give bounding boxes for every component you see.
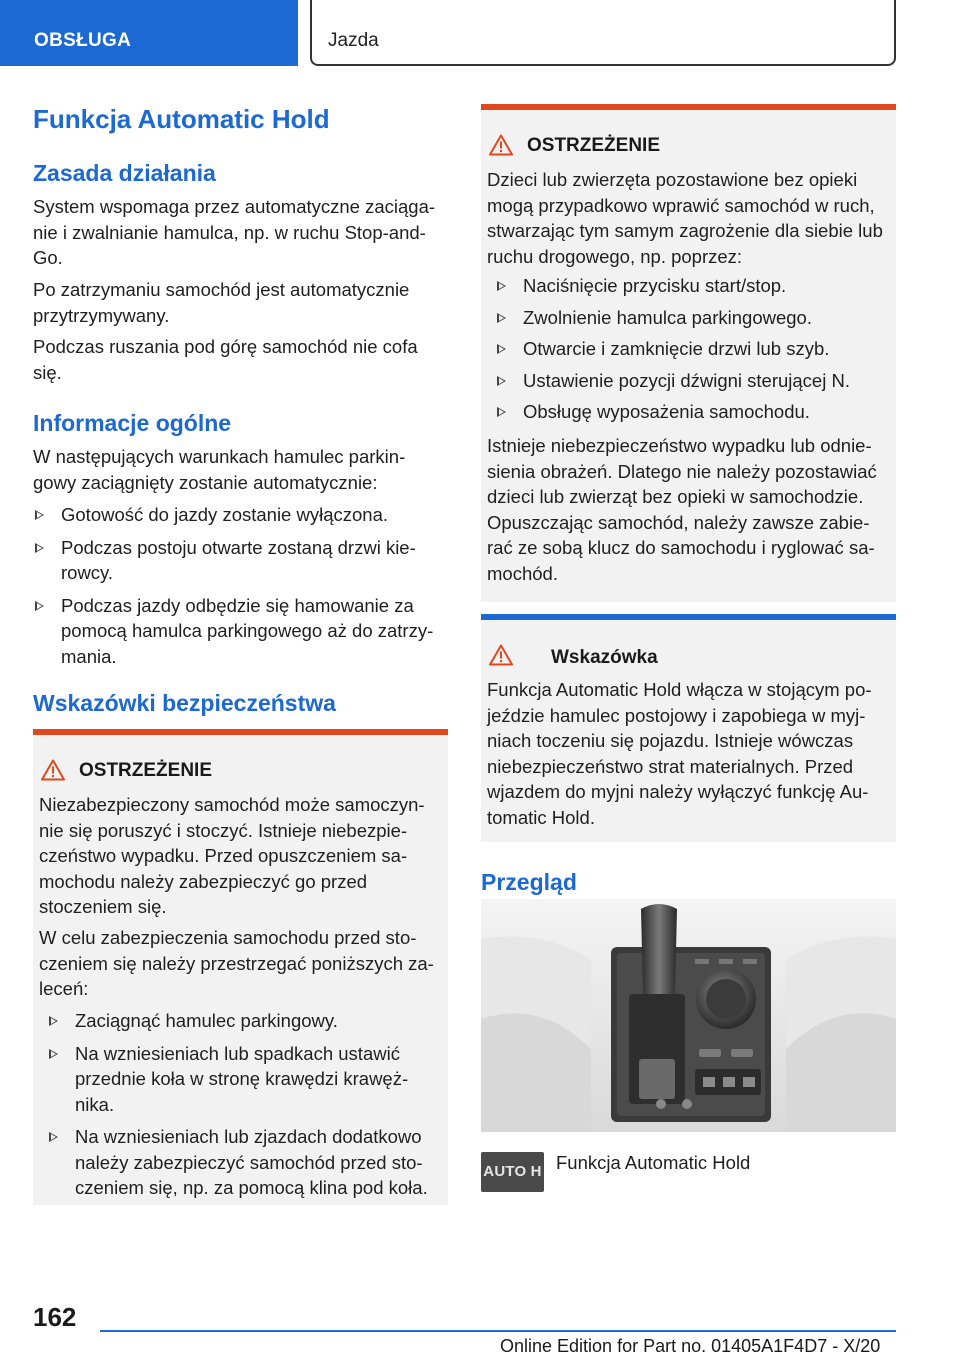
list-item: Podczas jazdy odbędzie się hamowanie za pomocą hamulca parkingowego aż do zatrzy- mania.	[33, 593, 433, 670]
list-item: Na wzniesieniach lub zjazdach dodatkowo należy zabezpieczyć samochód przed sto- czeniem się, np. za pomocą klina pod koła.	[47, 1124, 428, 1201]
warning-triangle-icon	[489, 644, 513, 666]
general-list	[33, 502, 433, 669]
heading-general: Informacje ogólne	[33, 410, 232, 436]
list-item: Ustawienie pozycji dźwigni sterującej N.	[495, 368, 850, 394]
auto-hold-button-icon: AUTO H	[481, 1152, 544, 1192]
heading-safety: Wskazówki bezpieczeństwa	[33, 690, 336, 716]
center-console-photo	[481, 899, 896, 1132]
warning-triangle-icon	[41, 759, 65, 781]
list-item: Otwarcie i zamknięcie drzwi lub szyb.	[495, 336, 850, 362]
bullet-triangle-icon	[497, 376, 506, 386]
list-item: Zaciągnąć hamulec parkingowy.	[47, 1008, 428, 1034]
heading-principle: Zasada działania	[33, 160, 216, 186]
footer-rule	[100, 1330, 896, 1332]
chapter-tab	[310, 0, 896, 66]
list-item: Zwolnienie hamulca parkingowego.	[495, 305, 850, 331]
image-caption: Funkcja Automatic Hold	[556, 1152, 751, 1173]
warning-box-right	[481, 104, 896, 602]
list-item: Na wzniesieniach lub spadkach ustawić przednie koła w stronę krawędzi krawęż- nika.	[47, 1041, 428, 1118]
edition-label: Online Edition for Part no. 01405A1F4D7 - X/20	[500, 1336, 881, 1356]
list-item: Podczas postoju otwarte zostaną drzwi kie- rowcy.	[33, 535, 433, 586]
bullet-triangle-icon	[35, 601, 44, 611]
warning-title: OSTRZEŻENIE	[527, 135, 661, 156]
bullet-triangle-icon	[49, 1016, 58, 1026]
list-item: Naciśnięcie przycisku start/stop.	[495, 273, 850, 299]
heading-overview: Przegląd	[481, 869, 577, 895]
bullet-triangle-icon	[35, 543, 44, 553]
page-number: 162	[33, 1302, 77, 1332]
note-paragraph: Funkcja Automatic Hold włącza w stojącym po- jeździe hamulec postojowy i zapobiega w myj- niach toczeniu się pojazdu. Istnieje wówczas niebezpieczeństwo strat materialnych. Przed wjazdem do myjni należy wyłączyć funkcję Au- tomatic Hold.	[487, 679, 872, 828]
warning-list	[495, 273, 850, 425]
bullet-triangle-icon	[49, 1049, 58, 1059]
section-label: OBSŁUGA	[34, 30, 132, 51]
bullet-triangle-icon	[497, 344, 506, 354]
bullet-triangle-icon	[35, 510, 44, 520]
warning-title: OSTRZEŻENIE	[79, 760, 213, 781]
principle-paragraph-3: Podczas ruszania pod górę samochód nie cofa się.	[33, 336, 418, 383]
note-title: Wskazówka	[551, 647, 658, 668]
page-title: Funkcja Automatic Hold	[33, 104, 330, 134]
section-tab	[0, 0, 298, 66]
warning-triangle-icon	[489, 134, 513, 156]
note-box	[481, 614, 896, 842]
principle-paragraph-1: System wspomaga przez automatyczne zaciąga- nie i zwalnianie hamulca, np. w ruchu Stop-and- Go.	[33, 196, 436, 268]
bullet-triangle-icon	[49, 1132, 58, 1142]
bullet-triangle-icon	[497, 313, 506, 323]
warning-paragraph-1: Dzieci lub zwierzęta pozostawione bez opieki mogą przypadkowo wprawić samochód w ruch, stwarzając tym samym zagrożenie dla siebie lub ruchu drogowego, np. poprzez:	[487, 169, 883, 267]
warning-list	[47, 1008, 428, 1201]
principle-paragraph-2: Po zatrzymaniu samochód jest automatycznie przytrzymywany.	[33, 279, 410, 326]
bullet-triangle-icon	[497, 407, 506, 417]
chapter-label: Jazda	[328, 30, 379, 51]
warning-box-left	[33, 729, 448, 1205]
list-item: Gotowość do jazdy zostanie wyłączona.	[33, 502, 433, 528]
general-intro: W następujących warunkach hamulec parkin- gowy zaciągnięty zostanie automatycznie:	[33, 446, 406, 493]
warning-paragraph-1: Niezabezpieczony samochód może samoczyn- nie się poruszyć i stoczyć. Istnieje niebezpie- czeństwo wypadku. Przed opuszczeniem sa- mochodu należy zabezpieczyć go przed stoczeniem się.	[39, 794, 425, 917]
bullet-triangle-icon	[497, 281, 506, 291]
warning-paragraph-2: Istnieje niebezpieczeństwo wypadku lub odnie- sienia obrażeń. Dlatego nie należy pozostawiać dzieci lub zwierząt bez opieki w samochodzie. Opuszczając samochód, należy zawsze zabie- rać ze sobą klucz do samochodu i ryglować sa- mochód.	[487, 435, 877, 584]
warning-paragraph-2: W celu zabezpieczenia samochodu przed sto- czeniem się należy przestrzegać poniższych za- leceń:	[39, 927, 434, 999]
list-item: Obsługę wyposażenia samochodu.	[495, 399, 850, 425]
